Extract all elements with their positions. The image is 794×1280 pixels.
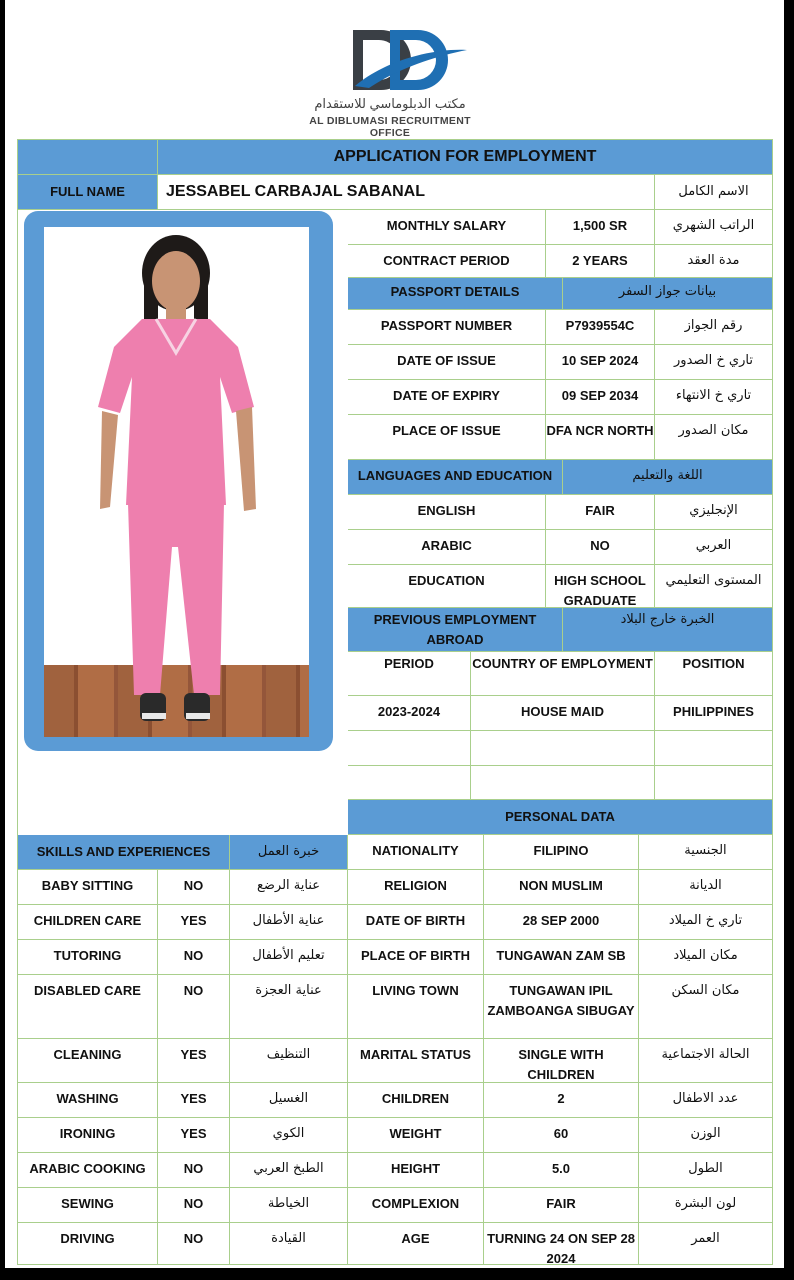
contract-label: CONTRACT PERIOD: [348, 245, 546, 278]
birth-date-value: 28 SEP 2000: [484, 905, 639, 940]
expiry-date-value: 09 SEP 2034: [546, 380, 655, 415]
english-value: FAIR: [546, 495, 655, 530]
skill-arabic: الطبخ العربي: [230, 1153, 348, 1188]
children-label: CHILDREN: [348, 1083, 484, 1118]
skill-label: SEWING: [18, 1188, 158, 1223]
marital-arabic: الحالة الاجتماعية: [639, 1039, 773, 1083]
skill-value: YES: [158, 905, 230, 940]
full-name-arabic: الاسم الكامل: [655, 175, 773, 210]
skill-arabic: تعليم الأطفال: [230, 940, 348, 975]
photo-frame: [24, 211, 333, 751]
skill-label: DRIVING: [18, 1223, 158, 1265]
full-name-label: FULL NAME: [18, 175, 158, 210]
issue-place-value: DFA NCR NORTH: [546, 415, 655, 460]
expiry-date-label: DATE OF EXPIRY: [348, 380, 546, 415]
english-arabic: الإنجليزي: [655, 495, 773, 530]
prev-row-empty: [471, 766, 655, 800]
application-sheet: [5, 0, 784, 1268]
prev-row-empty: [348, 766, 471, 800]
arabic-value: NO: [546, 530, 655, 565]
english-label: ENGLISH: [348, 495, 546, 530]
prev-row-position: PHILIPPINES: [655, 696, 773, 731]
height-arabic: الطول: [639, 1153, 773, 1188]
issue-place-arabic: مكان الصدور: [655, 415, 773, 460]
prev-row-empty: [348, 731, 471, 766]
education-label: EDUCATION: [348, 565, 546, 608]
salary-arabic: الراتب الشهري: [655, 210, 773, 245]
title-spacer: [18, 140, 158, 175]
skill-arabic: القيادة: [230, 1223, 348, 1265]
skill-value: NO: [158, 1188, 230, 1223]
religion-arabic: الديانة: [639, 870, 773, 905]
contract-arabic: مدة العقد: [655, 245, 773, 278]
height-label: HEIGHT: [348, 1153, 484, 1188]
complexion-value: FAIR: [484, 1188, 639, 1223]
passport-header-arabic: بيانات جواز السفر: [563, 278, 773, 310]
skill-arabic: الغسيل: [230, 1083, 348, 1118]
form-title: APPLICATION FOR EMPLOYMENT: [158, 140, 773, 175]
skill-label: CLEANING: [18, 1039, 158, 1083]
skill-value: NO: [158, 975, 230, 1039]
personal-header: PERSONAL DATA: [348, 800, 773, 835]
skill-label: TUTORING: [18, 940, 158, 975]
expiry-date-arabic: تاري خ الانتهاء: [655, 380, 773, 415]
skill-value: YES: [158, 1083, 230, 1118]
issue-date-label: DATE OF ISSUE: [348, 345, 546, 380]
skill-value: YES: [158, 1118, 230, 1153]
skill-value: NO: [158, 870, 230, 905]
col-period: PERIOD: [348, 652, 471, 696]
education-value: HIGH SCHOOL GRADUATE: [546, 565, 655, 608]
complexion-label: COMPLEXION: [348, 1188, 484, 1223]
passport-number-value: P7939554C: [546, 310, 655, 345]
age-value: TURNING 24 ON SEP 28 2024: [484, 1223, 639, 1265]
skill-arabic: عناية الأطفال: [230, 905, 348, 940]
salary-label: MONTHLY SALARY: [348, 210, 546, 245]
col-position: POSITION: [655, 652, 773, 696]
skills-header: SKILLS AND EXPERIENCES: [18, 835, 230, 870]
skill-arabic: الخياطة: [230, 1188, 348, 1223]
weight-value: 60: [484, 1118, 639, 1153]
full-name-value: JESSABEL CARBAJAL SABANAL: [158, 175, 655, 210]
skill-value: NO: [158, 940, 230, 975]
skill-label: BABY SITTING: [18, 870, 158, 905]
birth-date-label: DATE OF BIRTH: [348, 905, 484, 940]
languages-header: LANGUAGES AND EDUCATION: [348, 460, 563, 495]
issue-place-label: PLACE OF ISSUE: [348, 415, 546, 460]
application-form: [17, 139, 773, 1265]
children-arabic: عدد الاطفال: [639, 1083, 773, 1118]
prev-row-empty: [655, 731, 773, 766]
skill-label: IRONING: [18, 1118, 158, 1153]
contract-value: 2 YEARS: [546, 245, 655, 278]
living-town-arabic: مكان السكن: [639, 975, 773, 1039]
nationality-value: FILIPINO: [484, 835, 639, 870]
issue-date-arabic: تاري خ الصدور: [655, 345, 773, 380]
living-town-value: TUNGAWAN IPIL ZAMBOANGA SIBUGAY: [484, 975, 639, 1039]
complexion-arabic: لون البشرة: [639, 1188, 773, 1223]
birth-place-label: PLACE OF BIRTH: [348, 940, 484, 975]
previous-header-arabic: الخبرة خارج البلاد: [563, 608, 773, 652]
nationality-arabic: الجنسية: [639, 835, 773, 870]
skills-header-arabic: خبرة العمل: [230, 835, 348, 870]
prev-row-period: 2023-2024: [348, 696, 471, 731]
previous-header: PREVIOUS EMPLOYMENT ABROAD: [348, 608, 563, 652]
prev-row-country: HOUSE MAID: [471, 696, 655, 731]
religion-value: NON MUSLIM: [484, 870, 639, 905]
religion-label: RELIGION: [348, 870, 484, 905]
skill-label: DISABLED CARE: [18, 975, 158, 1039]
applicant-photo: [44, 227, 309, 737]
arabic-label: ARABIC: [348, 530, 546, 565]
col-country: COUNTRY OF EMPLOYMENT: [471, 652, 655, 696]
brand-name-english: AL DIBLUMASI RECRUITMENT OFFICE: [309, 115, 471, 139]
education-arabic: المستوى التعليمي: [655, 565, 773, 608]
brand-name-arabic: مكتب الدبلوماسي للاستقدام: [314, 96, 466, 111]
skill-value: NO: [158, 1223, 230, 1265]
passport-number-label: PASSPORT NUMBER: [348, 310, 546, 345]
birth-place-arabic: مكان الميلاد: [639, 940, 773, 975]
skill-label: ARABIC COOKING: [18, 1153, 158, 1188]
passport-number-arabic: رقم الجواز: [655, 310, 773, 345]
weight-arabic: الوزن: [639, 1118, 773, 1153]
nationality-label: NATIONALITY: [348, 835, 484, 870]
skill-label: CHILDREN CARE: [18, 905, 158, 940]
age-label: AGE: [348, 1223, 484, 1265]
prev-row-empty: [655, 766, 773, 800]
weight-label: WEIGHT: [348, 1118, 484, 1153]
birth-place-value: TUNGAWAN ZAM SB: [484, 940, 639, 975]
passport-header: PASSPORT DETAILS: [348, 278, 563, 310]
skill-arabic: عناية العجزة: [230, 975, 348, 1039]
marital-label: MARITAL STATUS: [348, 1039, 484, 1083]
applicant-figure-icon: [44, 227, 309, 737]
issue-date-value: 10 SEP 2024: [546, 345, 655, 380]
age-arabic: العمر: [639, 1223, 773, 1265]
skill-arabic: عناية الرضع: [230, 870, 348, 905]
skill-value: YES: [158, 1039, 230, 1083]
languages-header-arabic: اللغة والتعليم: [563, 460, 773, 495]
birth-date-arabic: تاري خ الميلاد: [639, 905, 773, 940]
arabic-arabic: العربي: [655, 530, 773, 565]
height-value: 5.0: [484, 1153, 639, 1188]
skill-arabic: التنظيف: [230, 1039, 348, 1083]
skill-label: WASHING: [18, 1083, 158, 1118]
marital-value: SINGLE WITH CHILDREN: [484, 1039, 639, 1083]
salary-value: 1,500 SR: [546, 210, 655, 245]
skill-arabic: الكوي: [230, 1118, 348, 1153]
living-town-label: LIVING TOWN: [348, 975, 484, 1039]
prev-row-empty: [471, 731, 655, 766]
skill-value: NO: [158, 1153, 230, 1188]
children-value: 2: [484, 1083, 639, 1118]
